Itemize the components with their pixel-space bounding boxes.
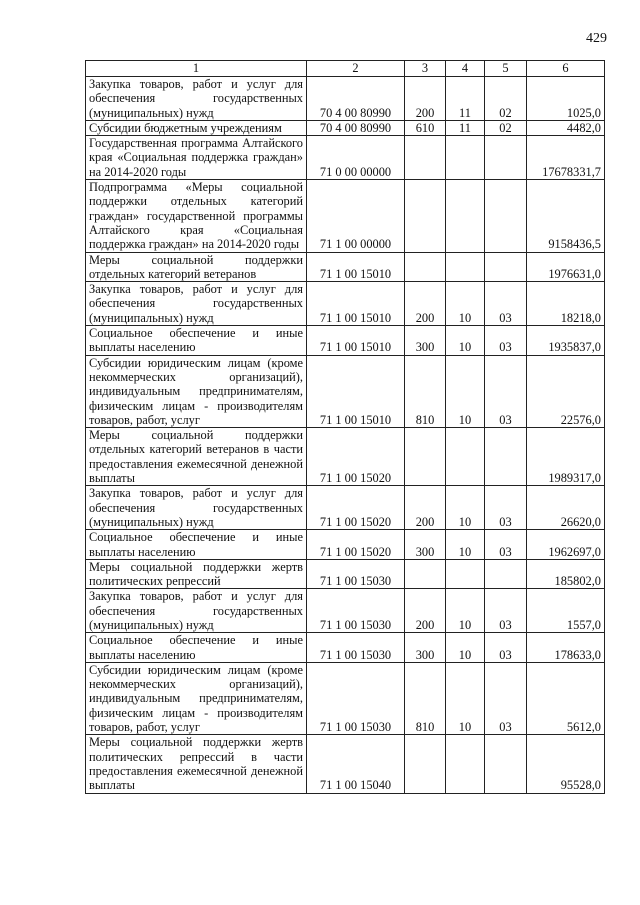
row-sum-cell: 1557,0 [527,589,605,633]
row-sum-cell: 1989317,0 [527,428,605,486]
row-name-cell: Субсидии юридическим лицам (кроме некоммерческих организаций), индивидуальным предпринимателям, физическим лицам - производителям товаров, работ, услуг [86,662,307,734]
header-cell-pr: 5 [485,61,527,77]
row-vr-cell [405,428,446,486]
row-sum-cell: 1962697,0 [527,530,605,560]
row-sum-cell: 95528,0 [527,735,605,793]
row-name-cell: Субсидии юридическим лицам (кроме некоммерческих организаций), индивидуальным предпринимателям, физическим лицам - производителям товаров, работ, услуг [86,355,307,427]
row-vr-cell: 300 [405,633,446,663]
row-vr-cell [405,559,446,589]
row-name-cell: Меры социальной поддержки жертв политических репрессий [86,559,307,589]
header-row [86,61,605,77]
row-vr-cell: 200 [405,77,446,121]
row-name-cell: Субсидии бюджетным учреждениям [86,120,307,135]
table-row [86,355,605,427]
row-code-cell: 71 1 00 15020 [307,428,405,486]
table-row [86,589,605,633]
row-code-cell: 71 1 00 15030 [307,559,405,589]
budget-table [85,60,605,794]
row-name-cell: Социальное обеспечение и иные выплаты населению [86,530,307,560]
row-name-cell: Меры социальной поддержки отдельных категорий ветеранов [86,252,307,282]
table-row [86,530,605,560]
table-row [86,662,605,734]
row-rz-cell [446,180,485,252]
row-name-cell: Государственная программа Алтайского края «Социальная поддержка граждан» на 2014-2020 годы [86,136,307,180]
row-pr-cell [485,180,527,252]
row-sum-cell: 22576,0 [527,355,605,427]
table-row [86,282,605,326]
row-rz-cell [446,252,485,282]
row-code-cell: 71 1 00 15010 [307,355,405,427]
row-vr-cell [405,735,446,793]
table-row [86,120,605,135]
row-vr-cell: 300 [405,530,446,560]
header-cell-vr: 3 [405,61,446,77]
row-vr-cell: 300 [405,326,446,356]
row-vr-cell: 810 [405,355,446,427]
row-sum-cell: 178633,0 [527,633,605,663]
row-vr-cell: 200 [405,589,446,633]
row-vr-cell [405,136,446,180]
row-code-cell: 71 1 00 15040 [307,735,405,793]
page-number: 429 [586,31,607,46]
row-code-cell: 71 1 00 15010 [307,282,405,326]
table-row [86,136,605,180]
row-code-cell: 71 1 00 15030 [307,589,405,633]
row-rz-cell: 10 [446,662,485,734]
row-pr-cell: 03 [485,633,527,663]
row-pr-cell [485,428,527,486]
row-pr-cell: 03 [485,326,527,356]
table-row [86,326,605,356]
row-sum-cell: 1976631,0 [527,252,605,282]
row-code-cell: 70 4 00 80990 [307,77,405,121]
row-pr-cell: 02 [485,120,527,135]
row-name-cell: Меры социальной поддержки жертв политических репрессий в части предоставления ежемесячной денежной выплаты [86,735,307,793]
row-rz-cell: 10 [446,282,485,326]
row-vr-cell [405,180,446,252]
table-row [86,486,605,530]
header-cell-code: 2 [307,61,405,77]
row-name-cell: Подпрограмма «Меры социальной поддержки отдельных категорий граждан» государственной программы Алтайского края «Социальная поддержка граждан» на 2014-2020 годы [86,180,307,252]
header-cell-rz: 4 [446,61,485,77]
table-row [86,252,605,282]
row-code-cell: 71 1 00 15020 [307,486,405,530]
table-row [86,428,605,486]
row-pr-cell [485,136,527,180]
row-rz-cell: 10 [446,326,485,356]
header-cell-sum: 6 [527,61,605,77]
row-rz-cell: 10 [446,486,485,530]
table-row [86,180,605,252]
table-row [86,735,605,793]
row-pr-cell: 03 [485,589,527,633]
row-vr-cell: 810 [405,662,446,734]
row-rz-cell: 10 [446,633,485,663]
row-sum-cell: 1025,0 [527,77,605,121]
table-header [86,61,605,77]
row-code-cell: 70 4 00 80990 [307,120,405,135]
row-rz-cell: 10 [446,355,485,427]
row-name-cell: Закупка товаров, работ и услуг для обеспечения государственных (муниципальных) нужд [86,486,307,530]
row-code-cell: 71 1 00 15010 [307,252,405,282]
row-sum-cell: 18218,0 [527,282,605,326]
row-code-cell: 71 1 00 00000 [307,180,405,252]
row-rz-cell [446,428,485,486]
row-pr-cell: 02 [485,77,527,121]
row-name-cell: Закупка товаров, работ и услуг для обеспечения государственных (муниципальных) нужд [86,589,307,633]
row-name-cell: Закупка товаров, работ и услуг для обеспечения государственных (муниципальных) нужд [86,282,307,326]
row-pr-cell: 03 [485,486,527,530]
row-name-cell: Социальное обеспечение и иные выплаты населению [86,326,307,356]
row-vr-cell [405,252,446,282]
row-name-cell: Закупка товаров, работ и услуг для обеспечения государственных (муниципальных) нужд [86,77,307,121]
row-vr-cell: 200 [405,486,446,530]
table-body [86,77,605,794]
row-rz-cell: 10 [446,530,485,560]
table-row [86,633,605,663]
row-code-cell: 71 1 00 15010 [307,326,405,356]
row-vr-cell: 200 [405,282,446,326]
row-rz-cell: 11 [446,77,485,121]
row-code-cell: 71 1 00 15020 [307,530,405,560]
row-pr-cell [485,735,527,793]
row-vr-cell: 610 [405,120,446,135]
row-pr-cell: 03 [485,662,527,734]
row-pr-cell: 03 [485,355,527,427]
table-row [86,559,605,589]
row-rz-cell [446,559,485,589]
row-sum-cell: 185802,0 [527,559,605,589]
row-code-cell: 71 1 00 15030 [307,633,405,663]
row-sum-cell: 9158436,5 [527,180,605,252]
row-sum-cell: 5612,0 [527,662,605,734]
row-pr-cell: 03 [485,530,527,560]
row-rz-cell: 11 [446,120,485,135]
row-sum-cell: 4482,0 [527,120,605,135]
row-code-cell: 71 1 00 15030 [307,662,405,734]
row-pr-cell [485,559,527,589]
row-pr-cell: 03 [485,282,527,326]
row-sum-cell: 1935837,0 [527,326,605,356]
row-rz-cell [446,136,485,180]
row-rz-cell [446,735,485,793]
row-name-cell: Меры социальной поддержки отдельных категорий ветеранов в части предоставления ежемесячной денежной выплаты [86,428,307,486]
row-name-cell: Социальное обеспечение и иные выплаты населению [86,633,307,663]
row-rz-cell: 10 [446,589,485,633]
row-sum-cell: 17678331,7 [527,136,605,180]
header-cell-name: 1 [86,61,307,77]
table-row [86,77,605,121]
row-sum-cell: 26620,0 [527,486,605,530]
row-code-cell: 71 0 00 00000 [307,136,405,180]
row-pr-cell [485,252,527,282]
